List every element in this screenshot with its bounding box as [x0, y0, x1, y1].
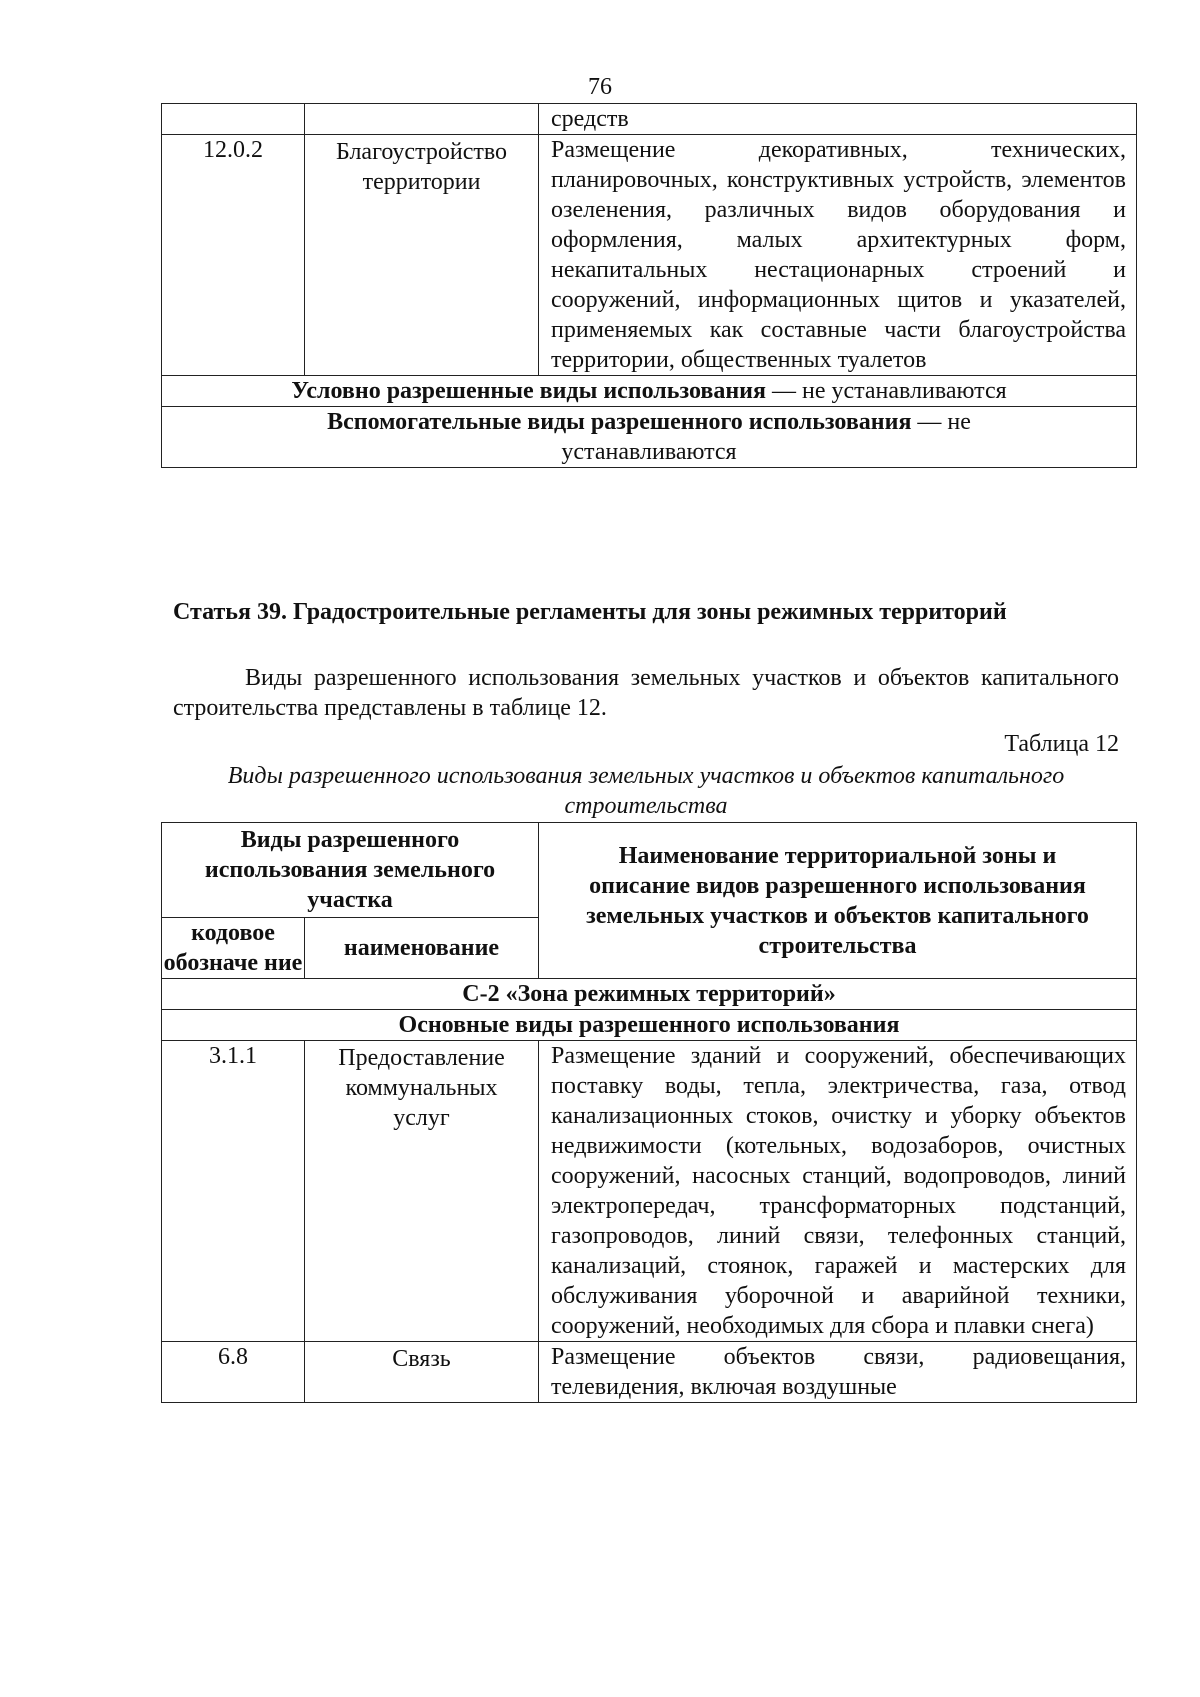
section-title: Основные виды разрешенного использования — [162, 1010, 1137, 1041]
name-cell: Связь — [305, 1342, 539, 1403]
zone-title: С-2 «Зона режимных территорий» — [162, 979, 1137, 1010]
description-cell: Размещение зданий и сооружений, обеспечивающих поставку воды, тепла, электричества, газа, отвод канализационных стоков, очистку и уборку объектов недвижимости (котельных, водозаборов, очистных сооружений, насосных станций, водопроводов, линий электропередач, трансформаторных подстанций, газопроводов, линий связи, телефонных станций, канализаций, стоянок, гаражей и мастерских для обслуживания уборочной и аварийной техники, сооружений, необходимых для сбора и плавки снега) — [539, 1041, 1137, 1342]
table-row — [162, 1041, 1137, 1342]
land-use-table-continued — [161, 103, 1137, 468]
auxiliary-uses-status: — не устанавливаются — [561, 409, 971, 465]
description-cell: Размещение объектов связи, радиовещания, телевидения, включая воздушные — [539, 1342, 1137, 1403]
code-cell: 6.8 — [162, 1342, 305, 1403]
header-group-cell: Виды разрешенного использования земельного участка — [162, 823, 539, 918]
table-row — [162, 104, 1137, 135]
table-12 — [161, 822, 1137, 1403]
table-row — [162, 135, 1137, 376]
header-row — [162, 823, 1137, 918]
table-label: Таблица 12 — [1004, 731, 1119, 757]
name-cell: Благоустройство территории — [305, 135, 539, 376]
article-paragraph: Виды разрешенного использования земельных участков и объектов капитального строительства представлены в таблице 12. — [173, 665, 1119, 721]
description-cell: Размещение декоративных, технических, планировочных, конструктивных устройств, элементов озеленения, различных видов оборудования и оформления, малых архитектурных форм, некапитальных нестационарных строений и сооружений, информационных щитов и указателей, применяемых как составные части благоустройства территории, общественных туалетов — [539, 135, 1137, 376]
article-heading: Статья 39. Градостроительные регламенты для зоны режимных территорий — [173, 599, 1007, 625]
name-cell: Предоставление коммунальных услуг — [305, 1041, 539, 1342]
table-caption: Виды разрешенного использования земельных участков и объектов капитального строительства — [227, 763, 1065, 819]
header-name-cell: наименование — [305, 918, 539, 979]
table-row — [162, 1342, 1137, 1403]
conditional-uses-title: Условно разрешенные виды использования — [291, 378, 766, 404]
name-cell — [305, 104, 539, 135]
code-cell — [162, 104, 305, 135]
zone-row — [162, 979, 1137, 1010]
page-number: 76 — [588, 74, 612, 100]
header-description-cell: Наименование территориальной зоны и описание видов разрешенного использования земельных участков и объектов капитального строительства — [539, 823, 1137, 979]
code-cell: 3.1.1 — [162, 1041, 305, 1342]
conditional-uses-row — [162, 376, 1137, 407]
code-cell: 12.0.2 — [162, 135, 305, 376]
conditional-uses-status: — не устанавливаются — [765, 378, 1007, 404]
auxiliary-uses-row — [162, 407, 1137, 468]
section-row — [162, 1010, 1137, 1041]
auxiliary-uses-title: Вспомогательные виды разрешенного использования — [327, 409, 912, 435]
header-code-cell: кодовое обозначе ние — [162, 918, 305, 979]
description-cell: средств — [539, 104, 1137, 135]
